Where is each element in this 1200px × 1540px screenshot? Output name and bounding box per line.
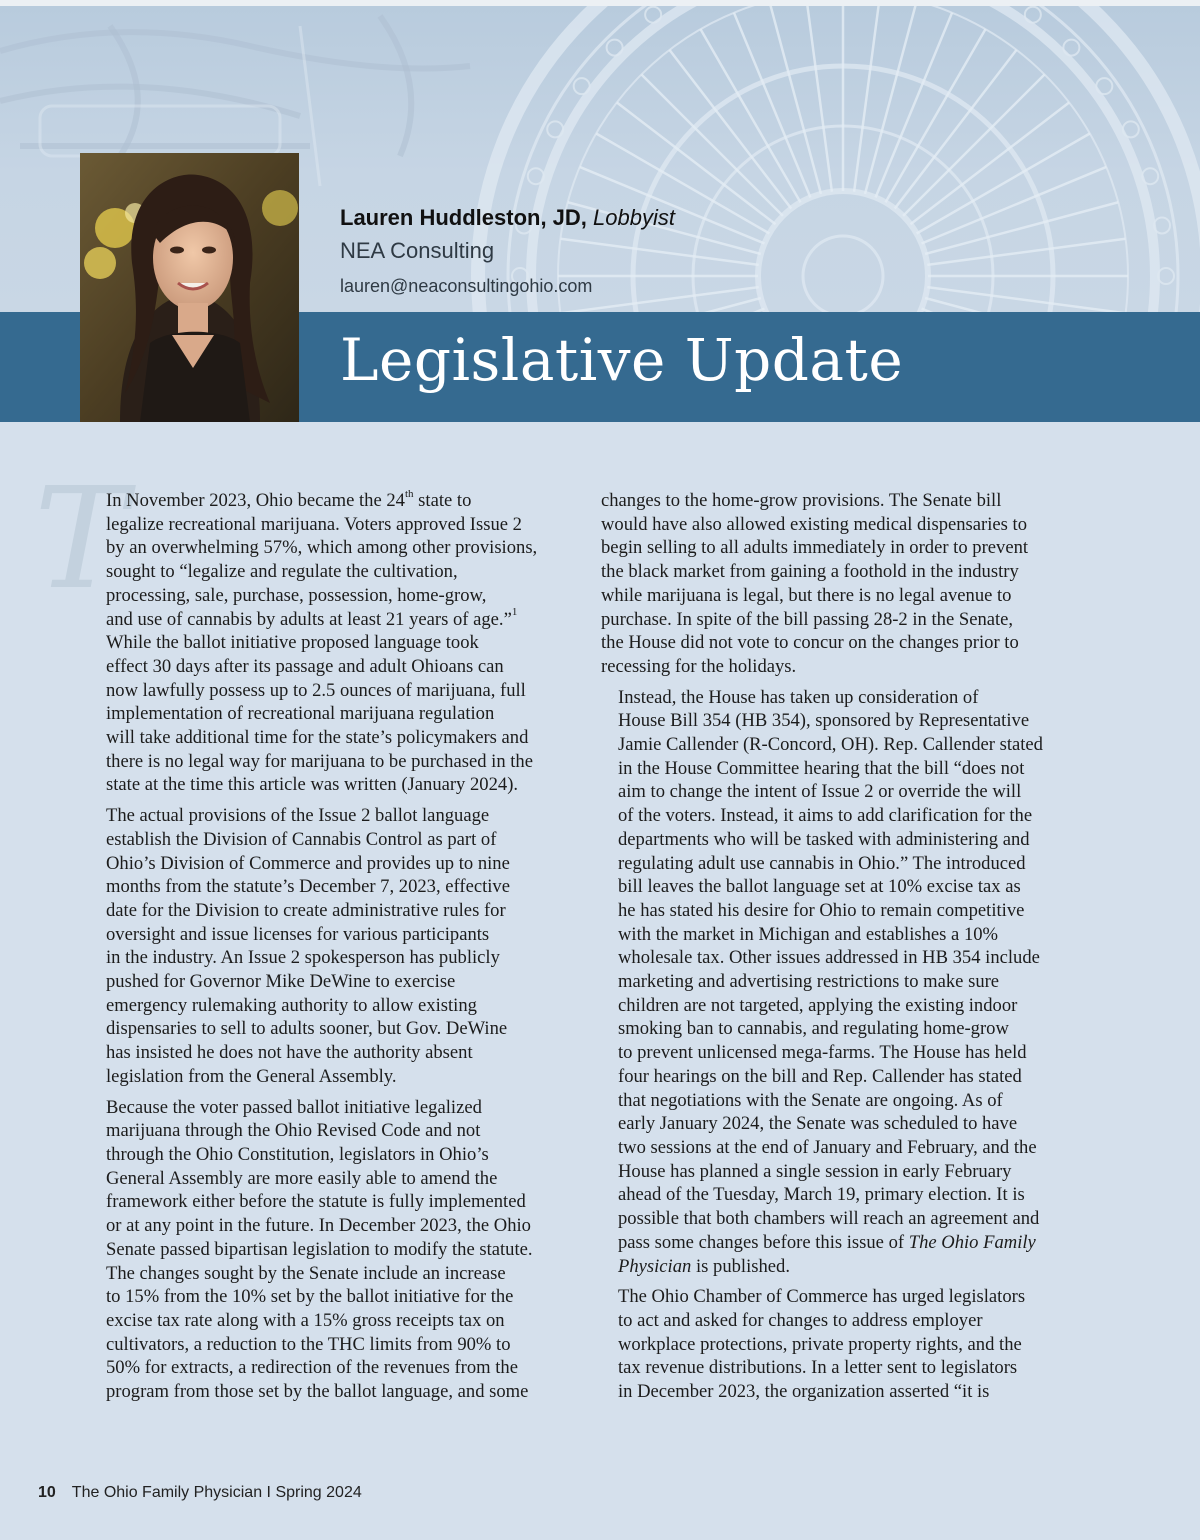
page-title: Legislative Update [340,326,904,394]
text-line: marketing and advertising restrictions to make sure [618,971,1000,993]
author-name: Lauren Huddleston, JD, [340,205,587,230]
footer-issue: Spring 2024 [275,1484,362,1501]
dome-medallion [1142,168,1158,184]
paragraph-4 [601,686,1093,1279]
text-line: with the market in Michigan and establishes a 10% [618,923,999,945]
text-line: while marijuana is legal, but there is no legal avenue to [601,584,1012,606]
text-line: workplace protections, private property rights, and the [618,1333,1022,1355]
text-line: departments who will be tasked with administering and [618,828,1030,850]
author-name-line [340,202,675,234]
publication-title-italic: Physician [618,1255,692,1277]
publication-title-italic: The Ohio Family [908,1231,1036,1253]
text-line: implementation of recreational marijuana regulation [106,703,495,725]
dome-medallion [645,7,661,23]
text-line: date for the Division to create administrative rules for [106,899,506,921]
text-line: effect 30 days after its passage and adult Ohioans can [106,655,504,677]
text-line: excise tax rate along with a 15% gross receipts tax on [106,1309,505,1331]
text-line: The actual provisions of the Issue 2 ballot language [106,805,490,827]
dome-spoke [865,6,917,194]
text-line: sought to “legalize and regulate the cultivation, [106,561,458,583]
text-line: House has planned a single session in early February [618,1160,1012,1182]
footnote-marker: 1 [511,606,518,619]
text-line: early January 2024, the Senate was scheduled to have [618,1113,1018,1135]
paragraph-3 [89,1096,579,1404]
text-line: smoking ban to cannabis, and regulating home-grow [618,1018,1009,1040]
text-line: House Bill 354 (HB 354), sponsored by Representative [618,710,1030,732]
dome-medallion [607,40,623,56]
text-line: to 15% from the 10% set by the ballot initiative for the [106,1286,514,1308]
text-line: through the Ohio Constitution, legislators in Ohio’s [106,1143,489,1165]
paragraph-1 [89,489,579,797]
dome-spoke [670,50,792,209]
text-line: children are not targeted, applying the existing indoor [618,994,1018,1016]
author-organization: NEA Consulting [340,238,495,263]
text-line: regulating adult use cannabis in Ohio.” The introduced [618,852,1026,874]
text-line: two sessions at the end of January and February, and the [618,1136,1037,1158]
drop-cap-ornament: T [34,458,128,621]
text-line: tax revenue distributions. In a letter sent to legislators [618,1357,1018,1379]
dome-medallion [528,168,544,184]
text-line: The Ohio Chamber of Commerce has urged legislators [618,1286,1026,1308]
dome-medallion [1096,78,1112,94]
text-line: In November 2023, Ohio became the 24th state to [106,487,472,511]
ordinal-suffix: th [404,487,414,500]
text-line: possible that both chambers will reach an agreement and [618,1208,1040,1230]
page-number: 10 [38,1484,56,1501]
text-line: Ohio’s Division of Commerce and provides up to nine [106,852,510,874]
dome-medallion [1123,121,1139,137]
text-line: The changes sought by the Senate include an increase [106,1262,506,1284]
dome-spoke [769,6,821,194]
dome-medallion [1158,268,1174,284]
dome-spoke [927,239,1125,265]
text-line: Jamie Callender (R-Concord, OH). Rep. Callender stated [618,734,1043,756]
text-line: will take additional time for the state’s policymakers and [106,727,529,749]
text-line: Instead, the House has taken up consideration of [618,686,979,708]
paragraph-2 [89,804,579,1088]
dome-spoke [806,6,832,192]
text-line: framework either before the statute is fully implemented [106,1191,526,1213]
dome-medallion [1063,40,1079,56]
text-line: pushed for Governor Mike DeWine to exercise [106,971,456,993]
dome-medallion [547,121,563,137]
paragraph-5 [601,1285,1093,1404]
text-line: of the voters. Instead, it aims to add clarification for the [618,805,1033,827]
text-line: to act and asked for changes to address employer [618,1309,983,1331]
text-line: begin selling to all adults immediately in order to prevent [601,537,1029,559]
text-line: legalize recreational marijuana. Voters approved Issue 2 [106,513,522,535]
text-line: Because the voter passed ballot initiative legalized [106,1096,482,1118]
dome-medallion [1154,217,1170,233]
footer-separator: I [266,1484,271,1501]
text-line: in December 2023, the organization asserted “it is [618,1381,990,1403]
text-line: dispensaries to sell to adults sooner, but Gov. DeWine [106,1018,508,1040]
text-line: in the House Committee hearing that the bill “does not [618,757,1025,779]
text-line: wholesale tax. Other issues addressed in HB 354 include [618,947,1040,969]
text-line: by an overwhelming 57%, which among other provisions, [106,537,538,559]
text-line: emergency rulemaking authority to allow existing [106,994,477,1016]
text-line: in the industry. An Issue 2 spokesperson has publicly [106,947,500,969]
text-line: Physician is published. [618,1255,790,1277]
text-line: oversight and issue licenses for various participants [106,923,490,945]
text-line: there is no legal way for marijuana to be purchased in the [106,750,533,772]
text-line: Senate passed bipartisan legislation to modify the statute. [106,1238,533,1260]
text-line: would have also allowed existing medical dispensaries to [601,513,1028,535]
dome-spoke [641,74,782,215]
paragraph-3-continued [601,489,1093,679]
text-line: now lawfully possess up to 2.5 ounces of marijuana, full [106,679,526,701]
dome-spoke [910,103,1069,225]
text-line: four hearings on the bill and Rep. Callender has stated [618,1065,1022,1087]
text-line: to prevent unlicensed mega-farms. The House has held [618,1042,1027,1064]
text-line: marijuana through the Ohio Revised Code and not [106,1120,481,1142]
text-line: he has stated his desire for Ohio to remain competitive [618,899,1025,921]
text-line: state at the time this article was written (January 2024). [106,774,519,796]
text-line: changes to the home-grow provisions. The Senate bill [601,490,1002,511]
text-line: the House did not vote to concur on the changes prior to [601,632,1019,654]
text-line: that negotiations with the Senate are ongoing. As of [618,1089,1003,1111]
text-line: months from the statute’s December 7, 2023, effective [106,876,510,898]
text-line: aim to change the intent of Issue 2 or override the will [618,781,1022,803]
text-line: 50% for extracts, a redirection of the revenues from the [106,1357,518,1379]
author-role: Lobbyist [593,205,675,230]
dome-spoke [903,74,1044,215]
footer-publication: The Ohio Family Physician [71,1484,263,1501]
dome-medallion [1025,7,1041,23]
text-line: or at any point in the future. In December 2023, the Ohio [106,1215,531,1237]
text-line: program from those set by the ballot language, and some [106,1381,529,1403]
text-line: the black market from gaining a foothold in the industry [601,561,1019,583]
dome-spoke [927,287,1125,312]
text-line: While the ballot initiative proposed language took [106,632,479,654]
text-line: bill leaves the ballot language set at 10% excise tax as [618,876,1021,898]
page-footer [38,1484,362,1502]
text-line: ahead of the Tuesday, March 19, primary election. It is [618,1184,1025,1206]
author-email[interactable]: lauren@neaconsultingohio.com [340,276,593,296]
text-line: General Assembly are more easily able to amend the [106,1167,498,1189]
text-line: and use of cannabis by adults at least 21 years of age.”$^1$ [106,606,518,630]
author-block [340,202,675,304]
dome-spoke [895,50,1017,209]
dome-spoke [925,202,1118,254]
text-line: purchase. In spite of the bill passing 28-2 in the Senate, [601,608,1014,630]
text-line: pass some changes before this issue of The Ohio Family [618,1231,1036,1253]
text-line: processing, sale, purchase, possession, home-grow, [106,584,487,606]
text-line: establish the Division of Cannabis Control as part of [106,828,497,850]
article-column-right [601,489,1093,1411]
text-line: cultivators, a reduction to the THC limits from 90% to [106,1333,511,1355]
dome-medallion [574,78,590,94]
dome-spoke [854,6,880,192]
text-line: has insisted he does not have the authority absent [106,1042,473,1064]
article-column-left [89,489,579,1411]
author-photo [80,153,299,422]
text-line: legislation from the General Assembly. [106,1065,397,1087]
text-line: recessing for the holidays. [601,655,797,677]
